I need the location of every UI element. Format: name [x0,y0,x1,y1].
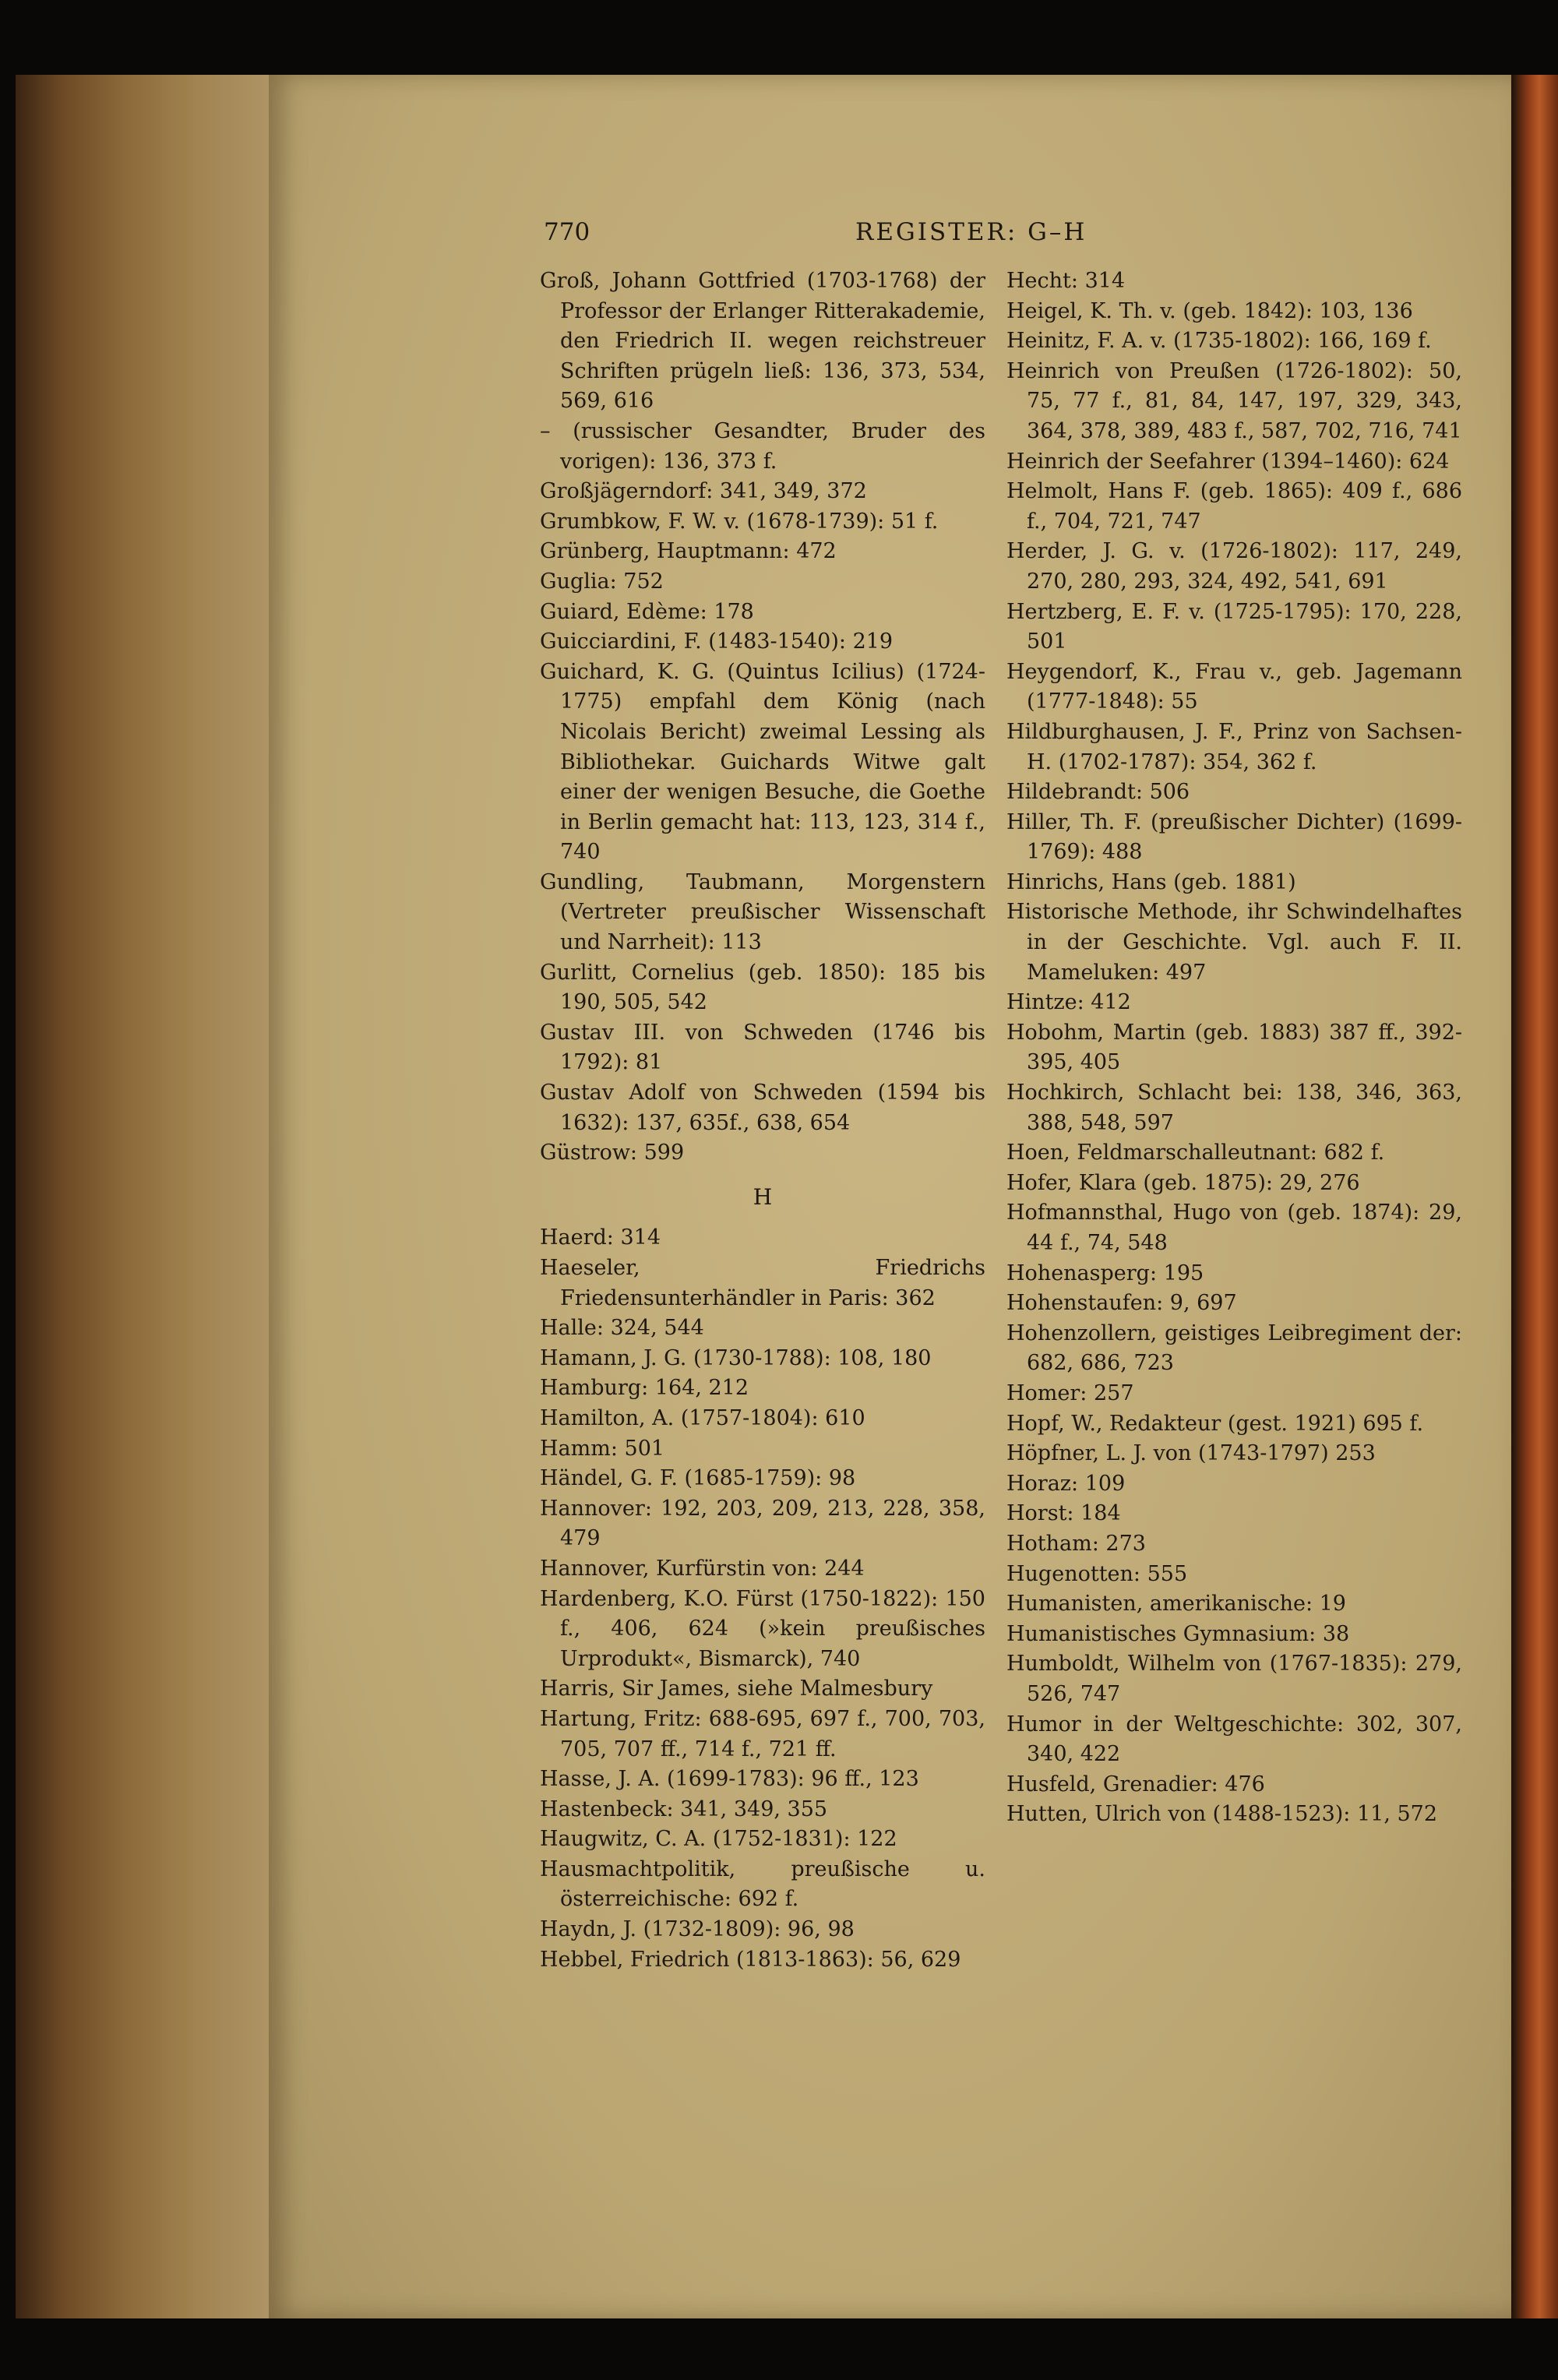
index-entry: Grumbkow, F. W. v. (1678-1739): 51 f. [540,509,939,534]
index-entry: Guichard, K. G. (Quintus Icilius) (1724-1775) empfahl dem König (nach Nicolais Bericht) zweimal Lessing als Bibliothekar. Guichards Witwe galt einer der wenigen Besuche, die Goethe in Berlin gemacht hat: 113, 123, 314 f., 740 [540,659,985,865]
index-entry: Hotham: 273 [1006,1531,1146,1556]
index-entry: Helmolt, Hans F. (geb. 1865): 409 f., 686 f., 704, 721, 747 [1006,479,1462,534]
running-title: REGISTER: G–H [855,218,1087,246]
index-entry: Haydn, J. (1732-1809): 96, 98 [540,1917,855,1942]
index-column-right [1006,266,1462,1830]
index-entry: Gundling, Taubmann, Morgenstern (Vertreter preußischer Wissenschaft und Narrheit): 113 [540,869,985,955]
index-entry: Hochkirch, Schlacht bei: 138, 346, 363, 388, 548, 597 [1006,1081,1462,1135]
index-entry: Hintze: 412 [1006,990,1131,1015]
index-entry: Humanisten, amerikanische: 19 [1006,1592,1346,1617]
index-entry: Grünberg, Hauptmann: 472 [540,539,837,564]
index-entry: Hamburg: 164, 212 [540,1376,749,1401]
index-entry: Hamilton, A. (1757-1804): 610 [540,1405,865,1430]
index-entry: Humboldt, Wilhelm von (1767-1835): 279, 526, 747 [1006,1652,1462,1706]
section-letter-heading: H [753,1183,773,1210]
index-entry: Hardenberg, K.O. Fürst (1750-1822): 150 f., 406, 624 (»kein preußisches Urprodukt«, Bismarck), 740 [540,1586,985,1671]
index-entry: Humor in der Weltgeschichte: 302, 307, 340, 422 [1006,1712,1462,1767]
index-entry: Hoen, Feldmarschalleutnant: 682 f. [1006,1141,1385,1165]
index-entry: Guglia: 752 [540,569,664,594]
index-entry: Heinrich von Preußen (1726-1802): 50, 75, 77 f., 81, 84, 147, 197, 329, 343, 364, 378, 389, 483 f., 587, 702, 716, 741 [1006,358,1462,443]
index-entry: Gustav Adolf von Schweden (1594 bis 1632): 137, 635f., 638, 654 [540,1081,985,1135]
index-entry: Heinrich der Seefahrer (1394–1460): 624 [1006,449,1450,474]
index-entry: Haerd: 314 [540,1225,661,1250]
index-entry: Hugenotten: 555 [1006,1561,1188,1586]
index-entry: Hastenbeck: 341, 349, 355 [540,1796,828,1821]
index-entry: Hohenasperg: 195 [1006,1261,1204,1285]
page-number: 770 [544,218,590,246]
index-entry: Hofmannsthal, Hugo von (geb. 1874): 29, 44 f., 74, 548 [1006,1201,1462,1255]
index-entry: Gustav III. von Schweden (1746 bis 1792): 81 [540,1020,985,1075]
facing-page-edge [1511,75,1558,2318]
index-entry: Herder, J. G. v. (1726-1802): 117, 249, 270, 280, 293, 324, 492, 541, 691 [1006,539,1462,594]
index-entry: Hinrichs, Hans (geb. 1881) [1006,869,1296,894]
index-entry: Heigel, K. Th. v. (geb. 1842): 103, 136 [1006,298,1413,323]
index-entry: Hohenstaufen: 9, 697 [1006,1291,1237,1316]
index-entry: Großjägerndorf: 341, 349, 372 [540,479,867,504]
index-entry: Hasse, J. A. (1699-1783): 96 ff., 123 [540,1767,919,1792]
index-entry: Hobohm, Martin (geb. 1883) 387 ff., 392-395, 405 [1006,1020,1462,1075]
index-entry: Hohenzollern, geistiges Leibregiment der: 682, 686, 723 [1006,1320,1462,1376]
index-entry: Haugwitz, C. A. (1752-1831): 122 [540,1827,897,1852]
index-entry: Groß, Johann Gottfried (1703-1768) der Professor der Erlanger Ritterakademie, den Friedrich II. wegen reichstreuer Schriften prügeln ließ: 136, 373, 534, 569, 616 [540,269,985,414]
index-entry: Höpfner, L. J. von (1743-1797) 253 [1006,1441,1376,1466]
index-entry: Gurlitt, Cornelius (geb. 1850): 185 bis 190, 505, 542 [540,960,985,1015]
index-entry: Guicciardini, F. (1483-1540): 219 [540,629,894,654]
index-entry: Humanistisches Gymnasium: 38 [1006,1621,1350,1646]
index-entry: Hebbel, Friedrich (1813-1863): 56, 629 [540,1947,961,1972]
index-entry: Haeseler, Friedrichs Friedensunterhändler in Paris: 362 [540,1256,985,1310]
index-entry: Heygendorf, K., Frau v., geb. Jagemann (1777-1848): 55 [1006,659,1462,714]
index-column-left [540,266,985,1975]
index-entry: – (russischer Gesandter, Bruder des vorigen): 136, 373 f. [540,418,985,474]
index-entry: Harris, Sir James, siehe Malmesbury [540,1677,933,1701]
index-entry: Homer: 257 [1006,1380,1134,1405]
index-entry: Hutten, Ulrich von (1488-1523): 11, 572 [1006,1802,1438,1827]
index-entry: Horst: 184 [1006,1501,1121,1526]
index-entry: Hannover, Kurfürstin von: 244 [540,1556,865,1581]
index-entry: Hamm: 501 [540,1436,665,1461]
index-entry: Halle: 324, 544 [540,1316,704,1341]
book-page-edges [16,75,280,2318]
index-entry: Hartung, Fritz: 688-695, 697 f., 700, 703, 705, 707 ff., 714 f., 721 ff. [540,1706,985,1761]
index-entry: Güstrow: 599 [540,1141,685,1165]
index-entry: Husfeld, Grenadier: 476 [1006,1772,1265,1796]
index-entry: Horaz: 109 [1006,1471,1126,1496]
index-entry: Heinitz, F. A. v. (1735-1802): 166, 169 f. [1006,329,1432,354]
index-entry: Hildebrandt: 506 [1006,780,1190,805]
index-entry: Hertzberg, E. F. v. (1725-1795): 170, 228, 501 [1006,599,1462,654]
index-entry: Händel, G. F. (1685-1759): 98 [540,1466,856,1491]
index-entry: Hildburghausen, J. F., Prinz von Sachsen-H. (1702-1787): 354, 362 f. [1006,719,1462,774]
index-entry: Hofer, Klara (geb. 1875): 29, 276 [1006,1170,1360,1195]
index-entry: Hiller, Th. F. (preußischer Dichter) (1699-1769): 488 [1006,809,1462,865]
index-entry: Hausmachtpolitik, preußische u. österreichische: 692 f. [540,1856,985,1912]
index-entry: Guiard, Edème: 178 [540,599,754,624]
index-entry: Hopf, W., Redakteur (gest. 1921) 695 f. [1006,1411,1424,1436]
index-entry: Hamann, J. G. (1730-1788): 108, 180 [540,1345,932,1370]
index-entry: Historische Methode, ihr Schwindelhaftes in der Geschichte. Vgl. auch F. II. Mameluken: 497 [1006,900,1462,985]
index-entry: Hannover: 192, 203, 209, 213, 228, 358, 479 [540,1496,985,1551]
running-header [544,218,1479,249]
index-entry: Hecht: 314 [1006,269,1126,293]
